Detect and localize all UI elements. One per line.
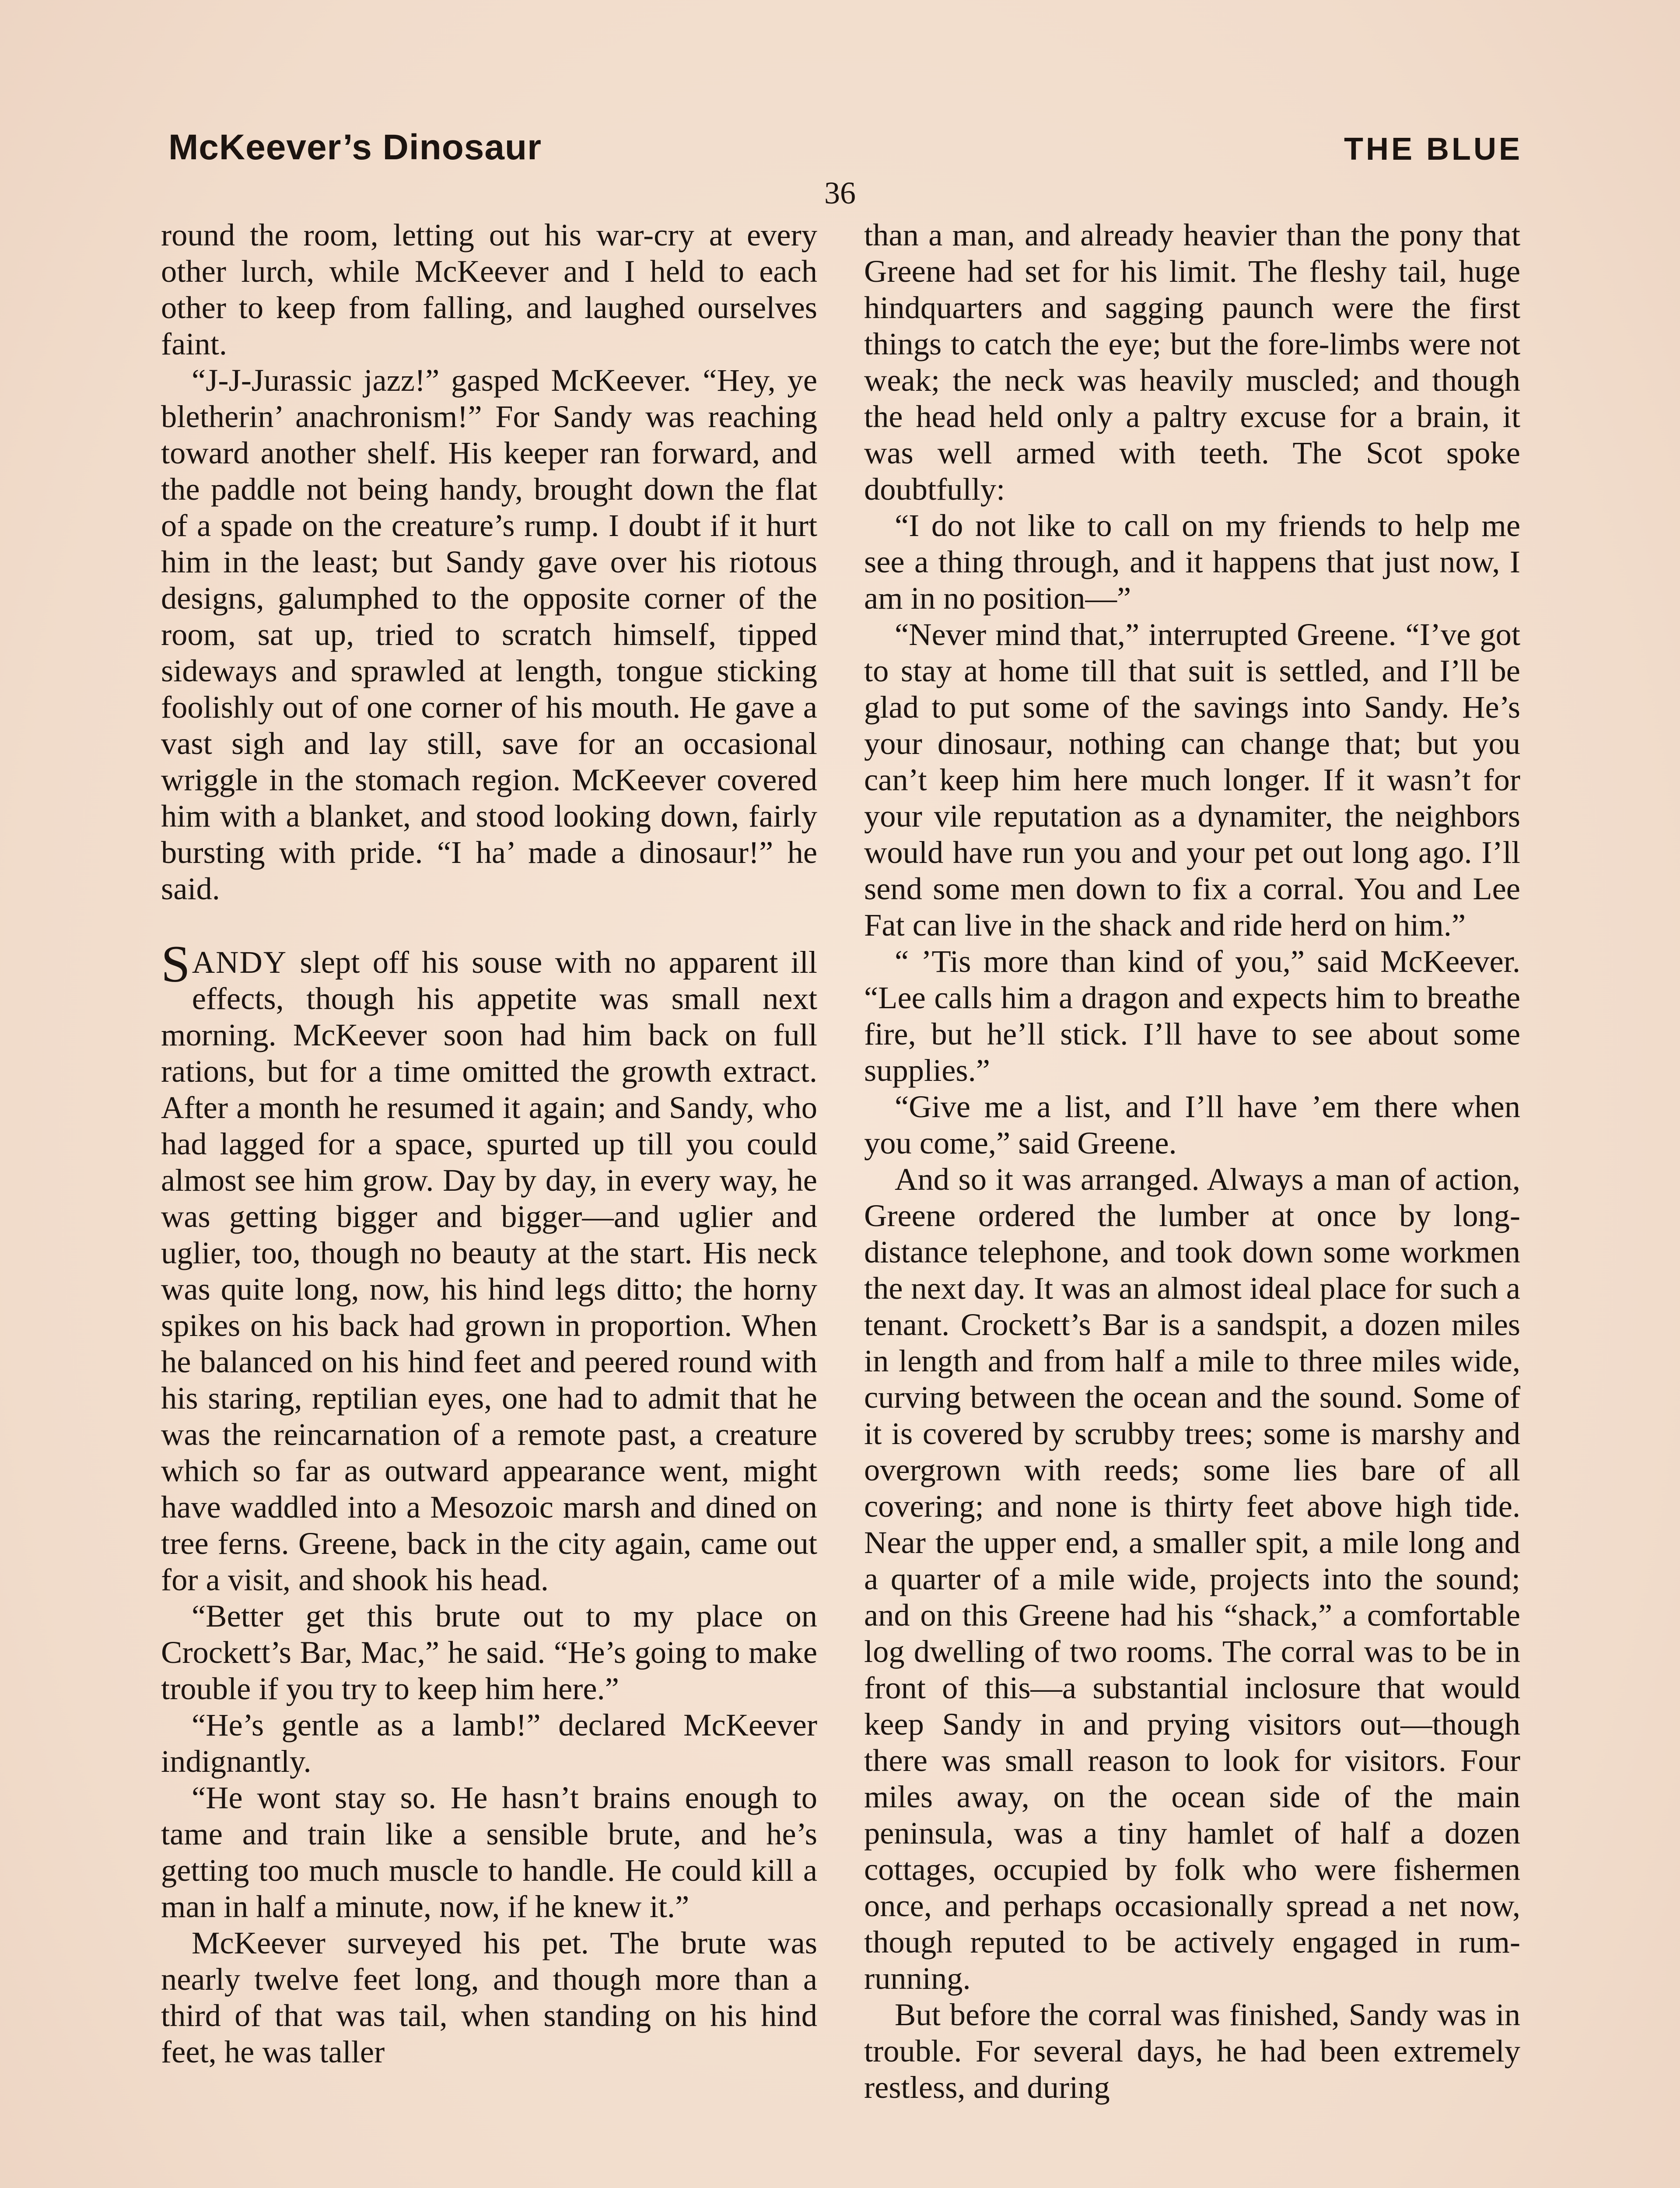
paragraph: “ ’Tis more than kind of you,” said McKeever. “Lee calls him a dragon and expects him to breathe fire, but he’ll stick. I’ll have to see about some supplies.” [864,943,1520,1088]
paragraph: “Never mind that,” interrupted Greene. “I’ve got to stay at home till that suit is settled, and I’ll be glad to put some of the savings into Sandy. He’s your dinosaur, nothing can change that; but you can’t keep him here much longer. If it wasn’t for your vile reputation as a dynamiter, the neighbors would have run you and your pet out long ago. I’ll send some men down to fix a corral. You and Lee Fat can live in the shack and ride herd on him.” [864,617,1520,943]
magazine-name-header: THE BLUE [1344,132,1522,167]
paragraph: than a man, and already heavier than the pony that Greene had set for his limit. The fleshy tail, huge hindquarters and sagging paunch were the first things to catch the eye; but the fore-limbs were not weak; the neck was heavily muscled; and though the head held only a paltry excuse for a brain, it was well armed with teeth. The Scot spoke doubtfully: [864,217,1520,507]
paragraph: “J-J-Jurassic jazz!” gasped McKeever. “Hey, ye bletherin’ anachronism!” For Sandy was reaching toward another shelf. His keeper ran forward, and the paddle not being handy, brought down the flat of a spade on the creature’s rump. I doubt if it hurt him in the least; but Sandy gave over his riotous designs, galumphed to the opposite corner of the room, sat up, tried to scratch himself, tipped sideways and sprawled at length, tongue sticking foolishly out of one corner of his mouth. He gave a vast sigh and lay still, save for an occasional wriggle in the stomach region. McKeever covered him with a blanket, and stood looking down, fairly bursting with pride. “I ha’ made a dinosaur!” he said. [161,362,817,906]
page-number: 36 [824,175,856,210]
paragraph: And so it was arranged. Always a man of action, Greene ordered the lumber at once by long-distance telephone, and took down some workmen the next day. It was an almost ideal place for such a tenant. Crockett’s Bar is a sandspit, a dozen miles in length and from half a mile to three miles wide, curving between the ocean and the sound. Some of it is covered by scrubby trees; some is marshy and overgrown with reeds; some lies bare of all covering; and none is thirty feet above high tide. Near the upper end, a smaller spit, a mile long and a quarter of a mile wide, projects into the sound; and on this Greene had his “shack,” a comfortable log dwelling of two rooms. The corral was to be in front of this—a substantial inclosure that would keep Sandy in and prying visitors out—though there was small reason to look for visitors. Four miles away, on the ocean side of the main peninsula, was a tiny hamlet of half a dozen cottages, occupied by folk who were fishermen once, and perhaps occasionally spread a net now, though reputed to be actively engaged in rum-running. [864,1161,1520,1996]
left-column [161,217,817,2070]
paragraph: “He’s gentle as a lamb!” declared McKeever indignantly. [161,1707,817,1779]
paragraph: “He wont stay so. He hasn’t brains enough to tame and train like a sensible brute, and he’s getting too much muscle to handle. He could kill a man in half a minute, now, if he knew it.” [161,1780,817,1924]
paragraph: McKeever surveyed his pet. The brute was nearly twelve feet long, and though more than a third of that was tail, when standing on his hind feet, he was taller [161,1925,817,2069]
paragraph: “Give me a list, and I’ll have ’em there when you come,” said Greene. [864,1089,1520,1161]
small-caps-lead: ANDY [192,944,287,980]
paragraph: round the room, letting out his war-cry at every other lurch, while McKeever and I held to each other to keep from falling, and laughed ourselves faint. [161,217,817,361]
right-column [864,217,1520,2105]
drop-cap: S [161,935,190,993]
story-title-header: McKeever’s Dinosaur [168,127,542,167]
paragraph: But before the corral was finished, Sandy was in trouble. For several days, he had been extremely restless, and during [864,1997,1520,2105]
section-text: slept off his souse with no apparent ill effects, though his appetite was small next morning. McKeever soon had him back on full rations, but for a time omitted the growth extract. After a month he resumed it again; and Sandy, who had lagged for a space, spurted up till you could almost see him grow. Day by day, in every way, he was getting bigger and bigger—and uglier and uglier, too, though no beauty at the start. His neck was quite long, now, his hind legs ditto; the horny spikes on his back had grown in proportion. When he balanced on his hind feet and peered round with his staring, reptilian eyes, one had to admit that he was the reincarnation of a remote past, a creature which so far as outward appearance went, might have waddled into a Mesozoic marsh and dined on tree ferns. Greene, back in the city again, came out for a visit, and shook his head. [161,944,817,1597]
paragraph: “Better get this brute out to my place on Crockett’s Bar, Mac,” he said. “He’s going to make trouble if you try to keep him here.” [161,1598,817,1706]
paragraph: “I do not like to call on my friends to help me see a thing through, and it happens that just now, I am in no position—” [864,508,1520,616]
section-opening-paragraph [161,935,817,1598]
